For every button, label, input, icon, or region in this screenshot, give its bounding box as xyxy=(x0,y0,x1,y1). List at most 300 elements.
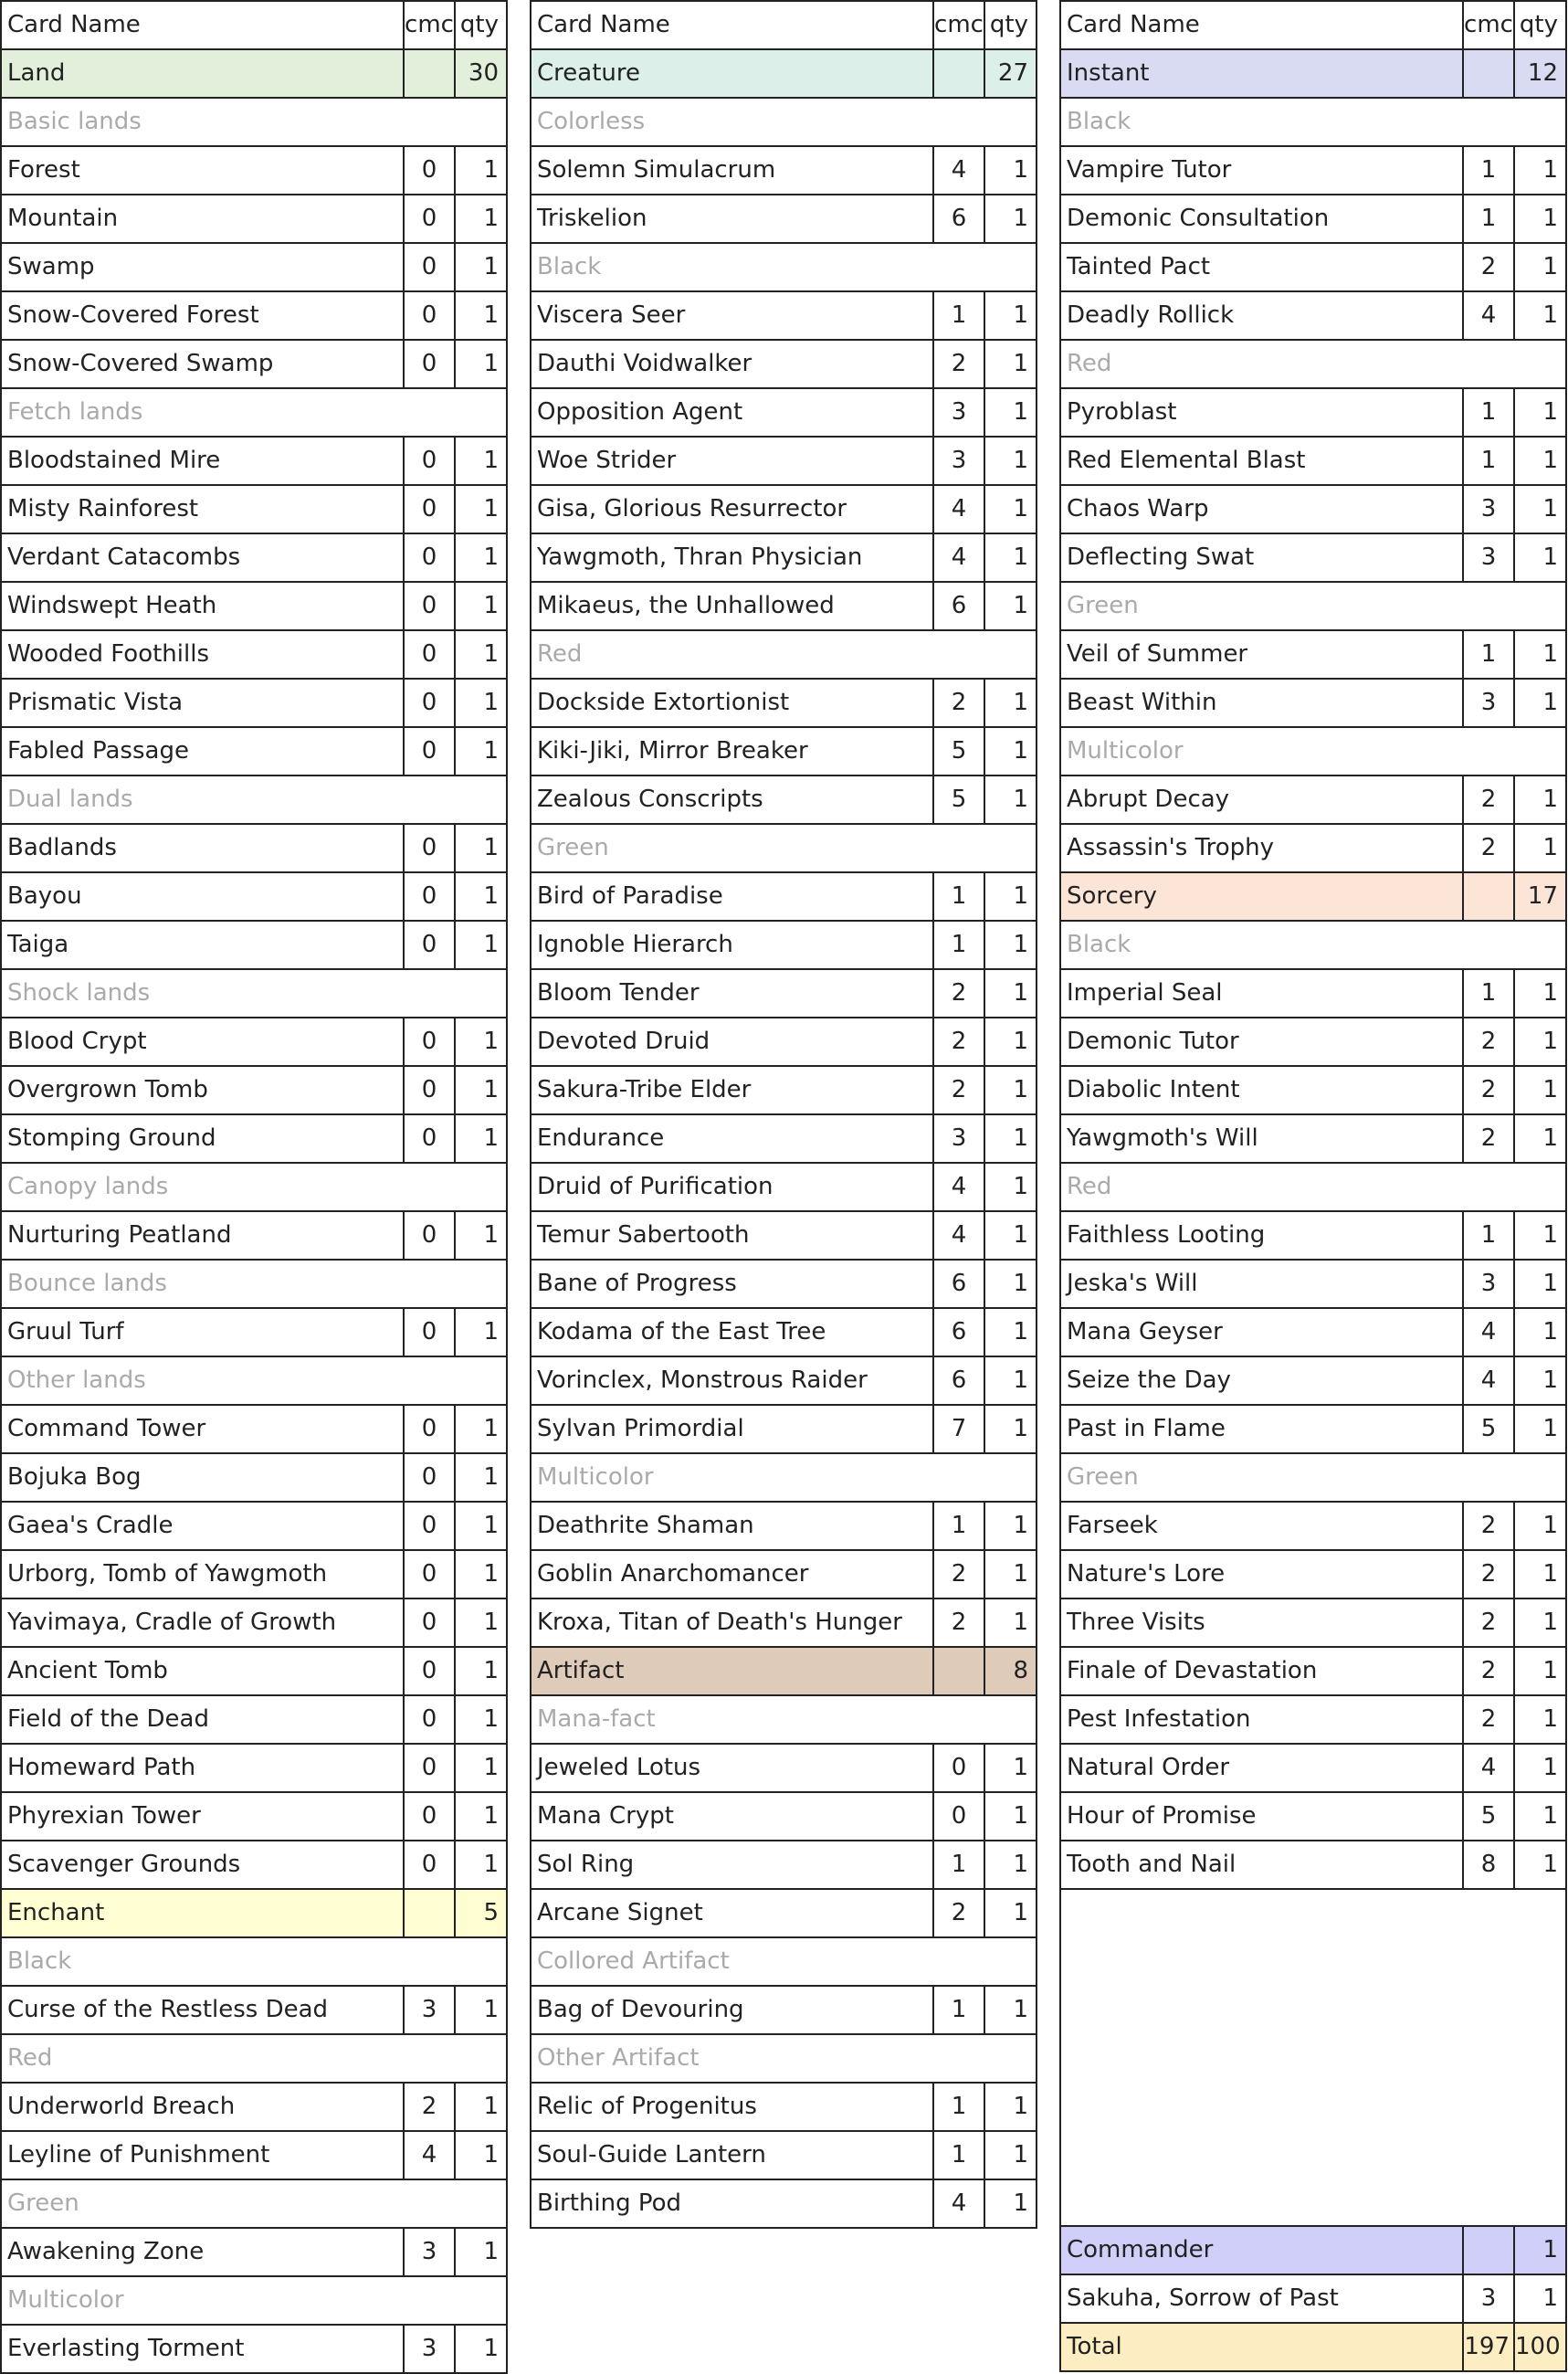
card-qty[interactable]: 1 xyxy=(1515,534,1567,583)
card-cmc[interactable]: 0 xyxy=(934,1793,985,1841)
card-qty[interactable]: 1 xyxy=(985,1793,1037,1841)
card-name[interactable]: Triskelion xyxy=(530,195,934,244)
card-cmc[interactable]: 1 xyxy=(934,2084,985,2132)
card-name[interactable]: Relic of Progenitus xyxy=(530,2084,934,2132)
card-name[interactable]: Nature's Lore xyxy=(1059,1551,1464,1599)
card-qty[interactable]: 1 xyxy=(1515,1551,1567,1599)
card-qty[interactable]: 1 xyxy=(1515,438,1567,486)
card-cmc[interactable]: 3 xyxy=(1464,486,1515,534)
card-cmc[interactable]: 0 xyxy=(405,341,456,389)
subcategory-label[interactable]: Red xyxy=(1059,1164,1567,1212)
card-qty[interactable]: 1 xyxy=(1515,1357,1567,1406)
card-name[interactable]: Deflecting Swat xyxy=(1059,534,1464,583)
card-qty[interactable]: 1 xyxy=(456,1696,508,1745)
card-cmc[interactable]: 2 xyxy=(1464,1648,1515,1696)
category-cmc[interactable] xyxy=(934,1648,985,1696)
card-qty[interactable]: 1 xyxy=(985,776,1037,825)
category-label[interactable]: Commander xyxy=(1059,2227,1464,2275)
card-name[interactable]: Phyrexian Tower xyxy=(0,1793,405,1841)
header-qty[interactable]: qty xyxy=(1515,0,1567,50)
card-name[interactable]: Farseek xyxy=(1059,1503,1464,1551)
card-name[interactable]: Stomping Ground xyxy=(0,1115,405,1164)
card-qty[interactable]: 1 xyxy=(456,486,508,534)
card-qty[interactable]: 1 xyxy=(985,486,1037,534)
card-qty[interactable]: 1 xyxy=(456,1987,508,2035)
card-qty[interactable]: 1 xyxy=(456,1503,508,1551)
card-qty[interactable]: 1 xyxy=(985,2180,1037,2229)
card-qty[interactable]: 1 xyxy=(456,2132,508,2180)
card-name[interactable]: Kiki-Jiki, Mirror Breaker xyxy=(530,728,934,776)
card-qty[interactable]: 1 xyxy=(985,1745,1037,1793)
card-qty[interactable]: 1 xyxy=(1515,1648,1567,1696)
card-qty[interactable]: 1 xyxy=(985,922,1037,970)
card-qty[interactable]: 1 xyxy=(985,292,1037,341)
card-cmc[interactable]: 3 xyxy=(1464,1261,1515,1309)
card-qty[interactable]: 1 xyxy=(985,1599,1037,1648)
card-qty[interactable]: 1 xyxy=(456,1018,508,1067)
header-qty[interactable]: qty xyxy=(456,0,508,50)
card-qty[interactable]: 1 xyxy=(1515,195,1567,244)
card-name[interactable]: Yawgmoth's Will xyxy=(1059,1115,1464,1164)
card-qty[interactable]: 1 xyxy=(985,1890,1037,1938)
card-cmc[interactable]: 0 xyxy=(405,195,456,244)
card-cmc[interactable]: 5 xyxy=(934,728,985,776)
card-cmc[interactable]: 0 xyxy=(405,486,456,534)
card-name[interactable]: Demonic Tutor xyxy=(1059,1018,1464,1067)
category-cmc[interactable] xyxy=(405,50,456,99)
card-cmc[interactable]: 3 xyxy=(405,1987,456,2035)
subcategory-label[interactable]: Collored Artifact xyxy=(530,1938,1037,1987)
card-qty[interactable]: 1 xyxy=(1515,680,1567,728)
card-name[interactable]: Wooded Foothills xyxy=(0,631,405,680)
subcategory-label[interactable]: Black xyxy=(530,244,1037,292)
card-name[interactable]: Forest xyxy=(0,147,405,195)
card-cmc[interactable]: 1 xyxy=(1464,631,1515,680)
card-cmc[interactable]: 0 xyxy=(405,1115,456,1164)
category-label[interactable]: Sorcery xyxy=(1059,873,1464,922)
card-cmc[interactable]: 2 xyxy=(405,2084,456,2132)
card-qty[interactable]: 1 xyxy=(1515,1261,1567,1309)
card-cmc[interactable]: 4 xyxy=(934,534,985,583)
card-name[interactable]: Swamp xyxy=(0,244,405,292)
card-name[interactable]: Dockside Extortionist xyxy=(530,680,934,728)
category-cmc[interactable] xyxy=(1464,873,1515,922)
card-name[interactable]: Underworld Breach xyxy=(0,2084,405,2132)
card-name[interactable]: Veil of Summer xyxy=(1059,631,1464,680)
card-qty[interactable]: 1 xyxy=(985,1406,1037,1454)
card-qty[interactable]: 1 xyxy=(985,438,1037,486)
card-qty[interactable]: 1 xyxy=(456,680,508,728)
card-name[interactable]: Demonic Consultation xyxy=(1059,195,1464,244)
card-name[interactable]: Scavenger Grounds xyxy=(0,1841,405,1890)
total-label[interactable]: Total xyxy=(1059,2324,1464,2372)
card-cmc[interactable]: 0 xyxy=(405,631,456,680)
card-name[interactable]: Jeska's Will xyxy=(1059,1261,1464,1309)
card-cmc[interactable]: 0 xyxy=(405,147,456,195)
card-name[interactable]: Birthing Pod xyxy=(530,2180,934,2229)
card-qty[interactable]: 1 xyxy=(456,728,508,776)
card-qty[interactable]: 1 xyxy=(985,2132,1037,2180)
card-qty[interactable]: 1 xyxy=(456,195,508,244)
card-qty[interactable]: 1 xyxy=(985,728,1037,776)
card-cmc[interactable]: 2 xyxy=(1464,1696,1515,1745)
card-cmc[interactable]: 0 xyxy=(405,680,456,728)
card-qty[interactable]: 1 xyxy=(456,1648,508,1696)
card-name[interactable]: Red Elemental Blast xyxy=(1059,438,1464,486)
subcategory-label[interactable]: Mana-fact xyxy=(530,1696,1037,1745)
card-name[interactable]: Gisa, Glorious Resurrector xyxy=(530,486,934,534)
card-qty[interactable]: 1 xyxy=(456,825,508,873)
card-qty[interactable]: 1 xyxy=(985,1018,1037,1067)
card-qty[interactable]: 1 xyxy=(456,1551,508,1599)
card-name[interactable]: Snow-Covered Forest xyxy=(0,292,405,341)
card-name[interactable]: Taiga xyxy=(0,922,405,970)
subcategory-label[interactable]: Multicolor xyxy=(0,2277,508,2326)
card-cmc[interactable]: 3 xyxy=(1464,2275,1515,2324)
card-qty[interactable]: 1 xyxy=(985,1164,1037,1212)
card-name[interactable]: Verdant Catacombs xyxy=(0,534,405,583)
subcategory-label[interactable]: Black xyxy=(0,1938,508,1987)
card-qty[interactable]: 1 xyxy=(985,970,1037,1018)
subcategory-label[interactable]: Black xyxy=(1059,922,1567,970)
card-name[interactable]: Finale of Devastation xyxy=(1059,1648,1464,1696)
card-name[interactable]: Sakura-Tribe Elder xyxy=(530,1067,934,1115)
header-qty[interactable]: qty xyxy=(985,0,1037,50)
category-qty[interactable]: 17 xyxy=(1515,873,1567,922)
card-name[interactable]: Snow-Covered Swamp xyxy=(0,341,405,389)
card-qty[interactable]: 1 xyxy=(456,1841,508,1890)
card-qty[interactable]: 1 xyxy=(1515,1696,1567,1745)
card-name[interactable]: Assassin's Trophy xyxy=(1059,825,1464,873)
card-cmc[interactable]: 2 xyxy=(934,680,985,728)
card-qty[interactable]: 1 xyxy=(456,922,508,970)
card-name[interactable]: Field of the Dead xyxy=(0,1696,405,1745)
card-name[interactable]: Goblin Anarchomancer xyxy=(530,1551,934,1599)
card-qty[interactable]: 1 xyxy=(1515,631,1567,680)
card-qty[interactable]: 1 xyxy=(985,1551,1037,1599)
subcategory-label[interactable]: Green xyxy=(530,825,1037,873)
card-qty[interactable]: 1 xyxy=(1515,970,1567,1018)
card-qty[interactable]: 1 xyxy=(456,147,508,195)
card-name[interactable]: Kroxa, Titan of Death's Hunger xyxy=(530,1599,934,1648)
card-name[interactable]: Chaos Warp xyxy=(1059,486,1464,534)
card-name[interactable]: Everlasting Torment xyxy=(0,2326,405,2374)
card-cmc[interactable]: 0 xyxy=(405,1745,456,1793)
card-cmc[interactable]: 2 xyxy=(1464,1067,1515,1115)
card-cmc[interactable]: 0 xyxy=(405,1599,456,1648)
header-card-name[interactable]: Card Name xyxy=(1059,0,1464,50)
card-qty[interactable]: 1 xyxy=(985,1841,1037,1890)
card-cmc[interactable]: 0 xyxy=(405,1018,456,1067)
card-name[interactable]: Solemn Simulacrum xyxy=(530,147,934,195)
card-cmc[interactable]: 3 xyxy=(405,2326,456,2374)
card-name[interactable]: Sakuha, Sorrow of Past xyxy=(1059,2275,1464,2324)
card-cmc[interactable]: 0 xyxy=(405,825,456,873)
card-cmc[interactable]: 7 xyxy=(934,1406,985,1454)
category-qty[interactable]: 27 xyxy=(985,50,1037,99)
card-name[interactable]: Mana Crypt xyxy=(530,1793,934,1841)
card-name[interactable]: Zealous Conscripts xyxy=(530,776,934,825)
card-name[interactable]: Natural Order xyxy=(1059,1745,1464,1793)
subcategory-label[interactable]: Red xyxy=(530,631,1037,680)
card-name[interactable]: Imperial Seal xyxy=(1059,970,1464,1018)
header-cmc[interactable]: cmc xyxy=(405,0,456,50)
card-cmc[interactable]: 4 xyxy=(934,1212,985,1261)
card-name[interactable]: Beast Within xyxy=(1059,680,1464,728)
category-qty[interactable]: 8 xyxy=(985,1648,1037,1696)
card-cmc[interactable]: 0 xyxy=(405,1793,456,1841)
card-name[interactable]: Tainted Pact xyxy=(1059,244,1464,292)
category-label[interactable]: Creature xyxy=(530,50,934,99)
card-cmc[interactable]: 3 xyxy=(405,2229,456,2277)
card-qty[interactable]: 1 xyxy=(456,1745,508,1793)
card-name[interactable]: Mana Geyser xyxy=(1059,1309,1464,1357)
subcategory-label[interactable]: Canopy lands xyxy=(0,1164,508,1212)
card-qty[interactable]: 1 xyxy=(985,1309,1037,1357)
header-cmc[interactable]: cmc xyxy=(1464,0,1515,50)
card-cmc[interactable]: 1 xyxy=(934,1987,985,2035)
card-cmc[interactable]: 6 xyxy=(934,195,985,244)
header-card-name[interactable]: Card Name xyxy=(0,0,405,50)
card-cmc[interactable]: 2 xyxy=(934,341,985,389)
card-qty[interactable]: 1 xyxy=(456,1599,508,1648)
card-name[interactable]: Faithless Looting xyxy=(1059,1212,1464,1261)
card-name[interactable]: Urborg, Tomb of Yawgmoth xyxy=(0,1551,405,1599)
card-name[interactable]: Seize the Day xyxy=(1059,1357,1464,1406)
card-cmc[interactable]: 6 xyxy=(934,1261,985,1309)
card-name[interactable]: Nurturing Peatland xyxy=(0,1212,405,1261)
card-qty[interactable]: 1 xyxy=(1515,244,1567,292)
card-cmc[interactable]: 3 xyxy=(934,389,985,438)
card-name[interactable]: Bloom Tender xyxy=(530,970,934,1018)
card-cmc[interactable]: 2 xyxy=(1464,1599,1515,1648)
card-qty[interactable]: 1 xyxy=(456,1067,508,1115)
card-cmc[interactable]: 0 xyxy=(405,438,456,486)
card-qty[interactable]: 1 xyxy=(1515,1745,1567,1793)
card-cmc[interactable]: 4 xyxy=(1464,292,1515,341)
card-name[interactable]: Sylvan Primordial xyxy=(530,1406,934,1454)
category-qty[interactable]: 12 xyxy=(1515,50,1567,99)
category-qty[interactable]: 1 xyxy=(1515,2227,1567,2275)
card-name[interactable]: Dauthi Voidwalker xyxy=(530,341,934,389)
card-cmc[interactable]: 2 xyxy=(1464,244,1515,292)
card-name[interactable]: Yawgmoth, Thran Physician xyxy=(530,534,934,583)
card-cmc[interactable]: 0 xyxy=(405,873,456,922)
card-cmc[interactable]: 4 xyxy=(1464,1745,1515,1793)
category-label[interactable]: Artifact xyxy=(530,1648,934,1696)
card-cmc[interactable]: 0 xyxy=(405,1503,456,1551)
card-cmc[interactable]: 2 xyxy=(1464,1115,1515,1164)
card-qty[interactable]: 1 xyxy=(985,195,1037,244)
card-cmc[interactable]: 1 xyxy=(934,922,985,970)
card-cmc[interactable]: 1 xyxy=(1464,1212,1515,1261)
card-qty[interactable]: 1 xyxy=(1515,147,1567,195)
card-cmc[interactable]: 6 xyxy=(934,583,985,631)
card-qty[interactable]: 1 xyxy=(985,1261,1037,1309)
card-qty[interactable]: 1 xyxy=(1515,825,1567,873)
card-cmc[interactable]: 0 xyxy=(405,1696,456,1745)
card-cmc[interactable]: 1 xyxy=(934,292,985,341)
card-name[interactable]: Command Tower xyxy=(0,1406,405,1454)
card-name[interactable]: Hour of Promise xyxy=(1059,1793,1464,1841)
card-qty[interactable]: 1 xyxy=(985,147,1037,195)
card-cmc[interactable]: 1 xyxy=(1464,438,1515,486)
total-qty[interactable]: 100 xyxy=(1515,2324,1567,2372)
card-qty[interactable]: 1 xyxy=(1515,292,1567,341)
card-name[interactable]: Diabolic Intent xyxy=(1059,1067,1464,1115)
card-qty[interactable]: 1 xyxy=(456,583,508,631)
card-name[interactable]: Curse of the Restless Dead xyxy=(0,1987,405,2035)
category-qty[interactable]: 30 xyxy=(456,50,508,99)
card-qty[interactable]: 1 xyxy=(456,244,508,292)
card-qty[interactable]: 1 xyxy=(456,534,508,583)
card-qty[interactable]: 1 xyxy=(456,1793,508,1841)
card-cmc[interactable]: 6 xyxy=(934,1357,985,1406)
card-name[interactable]: Yavimaya, Cradle of Growth xyxy=(0,1599,405,1648)
card-qty[interactable]: 1 xyxy=(1515,1018,1567,1067)
subcategory-label[interactable]: Fetch lands xyxy=(0,389,508,438)
card-name[interactable]: Pest Infestation xyxy=(1059,1696,1464,1745)
card-qty[interactable]: 1 xyxy=(985,583,1037,631)
subcategory-label[interactable]: Red xyxy=(0,2035,508,2084)
card-cmc[interactable]: 2 xyxy=(934,1890,985,1938)
card-cmc[interactable]: 3 xyxy=(1464,680,1515,728)
card-cmc[interactable]: 2 xyxy=(934,1551,985,1599)
card-cmc[interactable]: 2 xyxy=(934,970,985,1018)
card-qty[interactable]: 1 xyxy=(456,1406,508,1454)
card-name[interactable]: Viscera Seer xyxy=(530,292,934,341)
card-cmc[interactable]: 0 xyxy=(405,1841,456,1890)
card-qty[interactable]: 1 xyxy=(456,438,508,486)
card-cmc[interactable]: 2 xyxy=(1464,825,1515,873)
card-qty[interactable]: 1 xyxy=(456,873,508,922)
category-cmc[interactable] xyxy=(934,50,985,99)
card-qty[interactable]: 1 xyxy=(1515,1115,1567,1164)
subcategory-label[interactable]: Multicolor xyxy=(530,1454,1037,1503)
card-name[interactable]: Ignoble Hierarch xyxy=(530,922,934,970)
card-cmc[interactable]: 5 xyxy=(1464,1406,1515,1454)
card-qty[interactable]: 1 xyxy=(985,1987,1037,2035)
card-qty[interactable]: 1 xyxy=(456,341,508,389)
card-qty[interactable]: 1 xyxy=(1515,1067,1567,1115)
card-qty[interactable]: 1 xyxy=(456,1309,508,1357)
card-cmc[interactable]: 0 xyxy=(934,1745,985,1793)
category-cmc[interactable] xyxy=(1464,50,1515,99)
card-cmc[interactable]: 1 xyxy=(1464,970,1515,1018)
card-name[interactable]: Badlands xyxy=(0,825,405,873)
subcategory-label[interactable]: Green xyxy=(1059,1454,1567,1503)
card-name[interactable]: Awakening Zone xyxy=(0,2229,405,2277)
card-name[interactable]: Jeweled Lotus xyxy=(530,1745,934,1793)
card-name[interactable]: Pyroblast xyxy=(1059,389,1464,438)
subcategory-label[interactable]: Dual lands xyxy=(0,776,508,825)
card-qty[interactable]: 1 xyxy=(456,1115,508,1164)
card-cmc[interactable]: 3 xyxy=(934,438,985,486)
card-name[interactable]: Ancient Tomb xyxy=(0,1648,405,1696)
card-cmc[interactable]: 2 xyxy=(934,1018,985,1067)
card-qty[interactable]: 1 xyxy=(985,680,1037,728)
card-qty[interactable]: 1 xyxy=(985,1067,1037,1115)
card-cmc[interactable]: 8 xyxy=(1464,1841,1515,1890)
card-cmc[interactable]: 0 xyxy=(405,1212,456,1261)
card-cmc[interactable]: 1 xyxy=(934,1503,985,1551)
card-cmc[interactable]: 0 xyxy=(405,922,456,970)
subcategory-label[interactable]: Red xyxy=(1059,341,1567,389)
card-cmc[interactable]: 2 xyxy=(1464,1551,1515,1599)
card-name[interactable]: Three Visits xyxy=(1059,1599,1464,1648)
card-cmc[interactable]: 5 xyxy=(1464,1793,1515,1841)
card-qty[interactable]: 1 xyxy=(1515,1309,1567,1357)
card-cmc[interactable]: 4 xyxy=(1464,1309,1515,1357)
card-qty[interactable]: 1 xyxy=(1515,389,1567,438)
card-cmc[interactable]: 0 xyxy=(405,1648,456,1696)
card-cmc[interactable]: 0 xyxy=(405,534,456,583)
card-cmc[interactable]: 6 xyxy=(934,1309,985,1357)
subcategory-label[interactable]: Colorless xyxy=(530,99,1037,147)
card-cmc[interactable]: 4 xyxy=(1464,1357,1515,1406)
card-qty[interactable]: 1 xyxy=(985,534,1037,583)
card-name[interactable]: Blood Crypt xyxy=(0,1018,405,1067)
card-qty[interactable]: 1 xyxy=(456,2229,508,2277)
card-cmc[interactable]: 1 xyxy=(1464,147,1515,195)
card-cmc[interactable]: 4 xyxy=(934,1164,985,1212)
card-qty[interactable]: 1 xyxy=(456,1454,508,1503)
card-name[interactable]: Gaea's Cradle xyxy=(0,1503,405,1551)
subcategory-label[interactable]: Other Artifact xyxy=(530,2035,1037,2084)
card-cmc[interactable]: 5 xyxy=(934,776,985,825)
card-cmc[interactable]: 1 xyxy=(934,2132,985,2180)
card-qty[interactable]: 1 xyxy=(1515,2275,1567,2324)
card-qty[interactable]: 1 xyxy=(1515,1406,1567,1454)
card-name[interactable]: Bloodstained Mire xyxy=(0,438,405,486)
card-name[interactable]: Devoted Druid xyxy=(530,1018,934,1067)
card-qty[interactable]: 1 xyxy=(985,1503,1037,1551)
card-cmc[interactable]: 3 xyxy=(934,1115,985,1164)
card-qty[interactable]: 1 xyxy=(985,1357,1037,1406)
card-name[interactable]: Tooth and Nail xyxy=(1059,1841,1464,1890)
category-label[interactable]: Enchant xyxy=(0,1890,405,1938)
subcategory-label[interactable]: Green xyxy=(0,2180,508,2229)
subcategory-label[interactable]: Black xyxy=(1059,99,1567,147)
card-name[interactable]: Mikaeus, the Unhallowed xyxy=(530,583,934,631)
card-name[interactable]: Prismatic Vista xyxy=(0,680,405,728)
card-name[interactable]: Overgrown Tomb xyxy=(0,1067,405,1115)
card-qty[interactable]: 1 xyxy=(985,1115,1037,1164)
card-name[interactable]: Druid of Purification xyxy=(530,1164,934,1212)
header-card-name[interactable]: Card Name xyxy=(530,0,934,50)
card-cmc[interactable]: 4 xyxy=(934,486,985,534)
card-name[interactable]: Endurance xyxy=(530,1115,934,1164)
card-qty[interactable]: 1 xyxy=(456,2084,508,2132)
card-cmc[interactable]: 2 xyxy=(934,1067,985,1115)
card-name[interactable]: Kodama of the East Tree xyxy=(530,1309,934,1357)
card-name[interactable]: Abrupt Decay xyxy=(1059,776,1464,825)
category-label[interactable]: Instant xyxy=(1059,50,1464,99)
total-cmc[interactable]: 197 xyxy=(1464,2324,1515,2372)
card-cmc[interactable]: 0 xyxy=(405,1309,456,1357)
card-cmc[interactable]: 2 xyxy=(1464,776,1515,825)
category-cmc[interactable] xyxy=(1464,2227,1515,2275)
card-name[interactable]: Mountain xyxy=(0,195,405,244)
card-name[interactable]: Windswept Heath xyxy=(0,583,405,631)
card-cmc[interactable]: 1 xyxy=(1464,195,1515,244)
subcategory-label[interactable]: Other lands xyxy=(0,1357,508,1406)
card-name[interactable]: Bag of Devouring xyxy=(530,1987,934,2035)
card-qty[interactable]: 1 xyxy=(1515,1793,1567,1841)
subcategory-label[interactable]: Multicolor xyxy=(1059,728,1567,776)
card-cmc[interactable]: 1 xyxy=(1464,389,1515,438)
card-qty[interactable]: 1 xyxy=(985,873,1037,922)
